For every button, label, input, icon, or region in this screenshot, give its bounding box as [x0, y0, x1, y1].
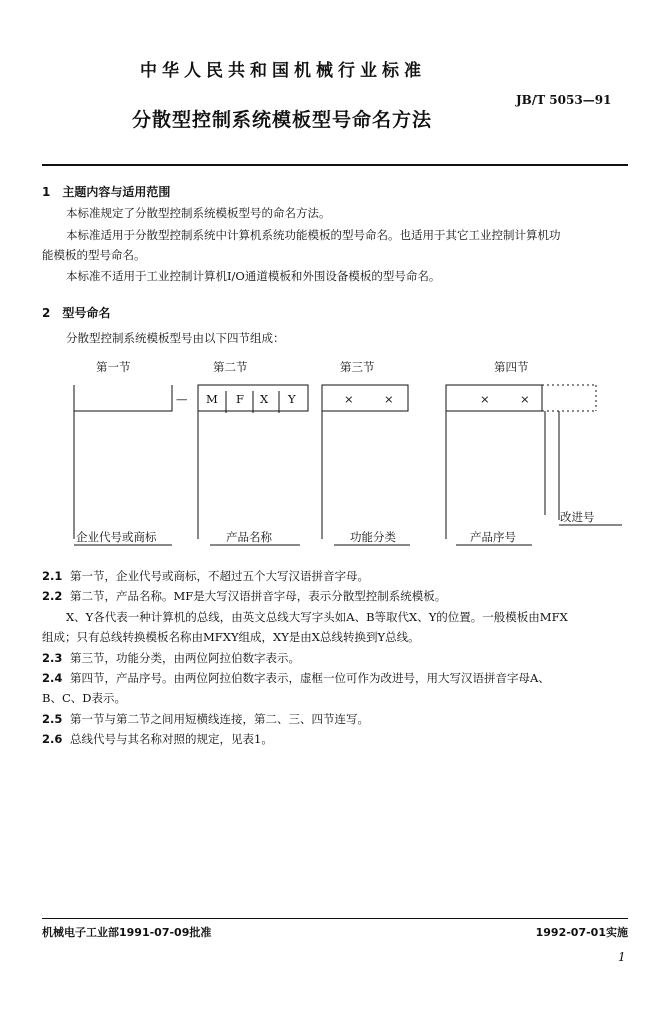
section-1-para-2-cont: 能模板的型号命名。	[42, 248, 146, 262]
connector-dash: —	[176, 392, 188, 406]
clause-2-6: 2.6 总线代号与其名称对照的规定，见表1。	[42, 732, 273, 746]
section-4-digit-1: ×	[480, 392, 490, 406]
section-4-box	[446, 385, 545, 539]
section-1-para-1: 本标准规定了分散型控制系统模板型号的命名方法。	[66, 206, 331, 220]
section-1-para-3: 本标准不适用于工业控制计算机I/O通道模板和外围设备模板的型号命名。	[66, 269, 441, 283]
page-number: 1	[618, 950, 626, 964]
section-3-digit-1: ×	[344, 392, 354, 406]
section-3-caption: 第三节	[340, 360, 375, 374]
letter-x: X	[260, 392, 269, 406]
label-revision: 改进号	[560, 510, 595, 524]
clause-2-2: 2.2 第二节，产品名称。MF是大写汉语拼音字母，表示分散型控制系统模板。	[42, 589, 447, 603]
letter-m: M	[206, 392, 218, 406]
issuing-body: 中华人民共和国机械行业标准	[140, 61, 426, 81]
implementation-date: 1992-07-01实施	[535, 926, 628, 939]
clause-2-5: 2.5 第一节与第二节之间用短横线连接，第二、三、四节连写。	[42, 712, 369, 726]
section-3-box	[322, 385, 408, 539]
label-function-class: 功能分类	[350, 530, 396, 544]
label-product-name: 产品名称	[226, 530, 272, 544]
revision-dashed-box	[542, 385, 596, 411]
footer-divider	[42, 918, 628, 919]
section-2-box	[198, 385, 308, 539]
section-1-caption: 第一节	[96, 360, 131, 374]
section-1-para-2: 本标准适用于分散型控制系统中计算机系统功能模板的型号命名。也适用于其它工业控制计算机功	[66, 228, 561, 242]
clause-2-4: 2.4 第四节，产品序号。由两位阿拉伯数字表示，虚框一位可作为改进号，用大写汉语拼音字母A、	[42, 671, 550, 685]
header-divider	[42, 164, 628, 166]
clause-2-2-cont-2: 组成；只有总线转换模板名称由MFXY组成，XY是由X总线转换到Y总线。	[42, 630, 420, 644]
clause-2-2-cont-1: X、Y各代表一种计算机的总线，由英文总线大写字头如A、B等取代X、Y的位置。一般模板由MFX	[66, 610, 568, 624]
section-4-caption: 第四节	[494, 360, 529, 374]
clause-2-3: 2.3 第三节，功能分类，由两位阿拉伯数字表示。	[42, 651, 300, 665]
clause-2-4-cont: B、C、D表示。	[42, 691, 126, 705]
section-2-heading: 2 型号命名	[42, 306, 111, 320]
section-2-caption: 第二节	[213, 360, 248, 374]
section-4-digit-2: ×	[520, 392, 530, 406]
document-title: 分散型控制系统模板型号命名方法	[132, 109, 433, 131]
label-enterprise-code: 企业代号或商标	[76, 530, 157, 544]
letter-f: F	[236, 392, 244, 406]
label-product-serial: 产品序号	[470, 530, 516, 544]
approval-note: 机械电子工业部1991-07-09批准	[42, 926, 212, 939]
model-structure-diagram	[0, 355, 672, 555]
standard-number: JB/T 5053—91	[516, 93, 612, 107]
section-2-intro: 分散型控制系统模板型号由以下四节组成：	[66, 331, 285, 345]
letter-y: Y	[288, 392, 296, 406]
section-1-box	[74, 385, 172, 539]
clause-2-1: 2.1 第一节，企业代号或商标，不超过五个大写汉语拼音字母。	[42, 569, 369, 583]
section-3-digit-2: ×	[384, 392, 394, 406]
section-1-heading: 1 主题内容与适用范围	[42, 185, 171, 199]
